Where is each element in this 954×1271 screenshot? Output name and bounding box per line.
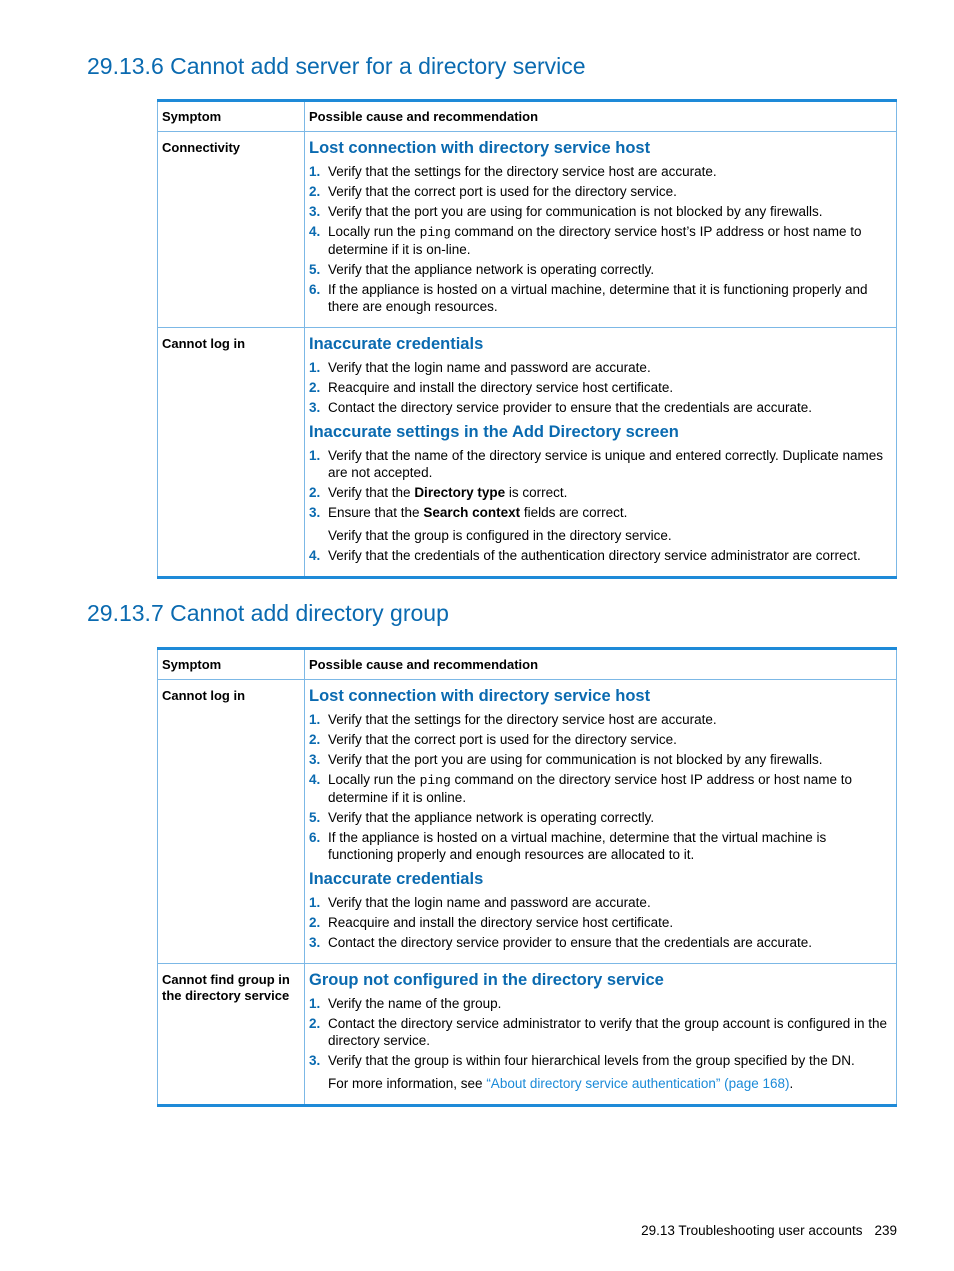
step-text: Reacquire and install the directory service host certificate. [328, 915, 674, 930]
step-text: Locally run the [328, 224, 420, 239]
command-code: ping [419, 773, 451, 788]
step-number: 1. [309, 712, 321, 727]
step-number: 2. [309, 184, 321, 199]
cause-title: Inaccurate settings in the Add Directory screen [309, 423, 679, 441]
step-number: 2. [309, 380, 321, 395]
table-header-row [158, 649, 897, 680]
section-title: 29.13.6 Cannot add server for a directory service [87, 53, 586, 79]
step-item [309, 771, 892, 806]
step-text: command on the directory service host’s IP address or host name to determine if it is on-line. [328, 224, 862, 257]
cause-title: Inaccurate credentials [309, 335, 484, 353]
step-text: Verify that the appliance network is operating correctly. [328, 810, 655, 825]
step-text: Contact the directory service administrator to verify that the group account is configured in the directory service. [328, 1016, 888, 1048]
step-text: Locally run the [328, 772, 420, 787]
step-text: fields are correct. [520, 505, 628, 520]
steps-list [309, 711, 892, 863]
step-number: 4. [309, 772, 321, 787]
step-item [309, 934, 892, 951]
step-number: 2. [309, 732, 321, 747]
step-text: Ensure that the [328, 505, 424, 520]
step-number: 3. [309, 1053, 321, 1068]
step-text: Verify that the correct port is used for the directory service. [328, 184, 677, 199]
cause-title: Lost connection with directory service host [309, 139, 651, 157]
steps-list [309, 163, 892, 315]
step-text: If the appliance is hosted on a virtual machine, determine that it is functioning properly and there are enough resources. [328, 282, 868, 314]
troubleshooting-table [157, 99, 897, 579]
step-number: 2. [309, 915, 321, 930]
step-text: Verify that the correct port is used for the directory service. [328, 732, 677, 747]
step-text: Verify that the port you are using for communication is not blocked by any firewalls. [328, 204, 823, 219]
step-text: Reacquire and install the directory service host certificate. [328, 380, 674, 395]
step-item [309, 223, 892, 258]
step-item [309, 484, 892, 501]
troubleshooting-table [157, 647, 897, 1107]
cause-title: Inaccurate credentials [309, 870, 484, 888]
step-text: command on the directory service host IP address or host name to determine if it is online. [328, 772, 852, 805]
cause-title: Group not configured in the directory service [309, 971, 664, 989]
cause-title: Lost connection with directory service host [309, 687, 651, 705]
step-item [309, 711, 892, 728]
header-cause: Possible cause and recommendation [305, 649, 897, 680]
step-number: 5. [309, 262, 321, 277]
step-text: is correct. [505, 485, 568, 500]
cause-cell [305, 132, 897, 328]
step-text: Verify that the login name and password are accurate. [328, 360, 651, 375]
command-code: ping [419, 225, 451, 240]
header-symptom: Symptom [158, 649, 305, 680]
step-number: 5. [309, 810, 321, 825]
step-item [309, 163, 892, 180]
step-number: 2. [309, 1016, 321, 1031]
step-text: Contact the directory service provider to ensure that the credentials are accurate. [328, 935, 812, 950]
step-text: Contact the directory service provider to ensure that the credentials are accurate. [328, 400, 812, 415]
step-number: 2. [309, 485, 321, 500]
header-cause: Possible cause and recommendation [305, 101, 897, 132]
step-item [309, 399, 892, 416]
step-text: If the appliance is hosted on a virtual machine, determine that the virtual machine is functioning properly and enough resources are allocated to it. [328, 830, 827, 862]
header-symptom: Symptom [158, 101, 305, 132]
step-number: 3. [309, 505, 321, 520]
ui-term: Search context [423, 505, 521, 520]
step-item [309, 1015, 892, 1049]
step-number: 1. [309, 996, 321, 1011]
table-row [158, 964, 897, 1106]
step-text: Verify that the name of the directory service is unique and entered correctly. Duplicate names are not accepted. [328, 448, 884, 480]
step-text: Verify the name of the group. [328, 996, 502, 1011]
step-number: 3. [309, 400, 321, 415]
step-number: 3. [309, 752, 321, 767]
note-text: For more information, see [328, 1076, 487, 1091]
step-item [309, 281, 892, 315]
symptom-cell: Cannot find group in the directory service [158, 964, 305, 1106]
cross-reference-link[interactable]: “About directory service authentication” (page 168) [486, 1076, 790, 1091]
step-number: 3. [309, 204, 321, 219]
ui-term: Directory type [414, 485, 506, 500]
table-row [158, 680, 897, 964]
symptom-cell: Connectivity [158, 132, 305, 328]
cause-cell [305, 328, 897, 578]
step-item [309, 751, 892, 768]
step-note: Verify that the group is configured in the directory service. [328, 528, 672, 543]
step-text: Verify that the login name and password are accurate. [328, 895, 651, 910]
table-header-row [158, 101, 897, 132]
note-text: . [789, 1076, 794, 1091]
table-row [158, 132, 897, 328]
step-item [309, 914, 892, 931]
page-footer [641, 1223, 897, 1238]
step-item [309, 894, 892, 911]
step-number: 4. [309, 224, 321, 239]
step-item [309, 995, 892, 1012]
step-note [328, 1069, 892, 1092]
step-item [309, 1052, 892, 1092]
step-number: 1. [309, 895, 321, 910]
step-text: Verify that the [328, 485, 415, 500]
step-item [309, 203, 892, 220]
step-item [309, 809, 892, 826]
steps-list [309, 359, 892, 416]
table-row [158, 328, 897, 578]
step-item [309, 183, 892, 200]
step-number: 1. [309, 360, 321, 375]
step-number: 6. [309, 282, 321, 297]
step-item [309, 261, 892, 278]
step-number: 4. [309, 548, 321, 563]
step-text: Verify that the credentials of the authentication directory service administrator are correct. [328, 548, 861, 563]
step-item [309, 379, 892, 396]
step-item [309, 447, 892, 481]
cause-cell [305, 680, 897, 964]
page-number: 239 [874, 1223, 897, 1238]
cause-cell [305, 964, 897, 1106]
step-text: Verify that the settings for the directory service host are accurate. [328, 712, 717, 727]
step-item [309, 731, 892, 748]
steps-list [309, 894, 892, 951]
step-number: 3. [309, 935, 321, 950]
steps-list [309, 995, 892, 1092]
step-item [309, 829, 892, 863]
step-item [309, 504, 892, 544]
symptom-cell: Cannot log in [158, 328, 305, 578]
step-text: Verify that the appliance network is operating correctly. [328, 262, 655, 277]
step-number: 1. [309, 164, 321, 179]
step-item [309, 547, 892, 564]
step-number: 1. [309, 448, 321, 463]
step-text: Verify that the settings for the directory service host are accurate. [328, 164, 717, 179]
section-title: 29.13.7 Cannot add directory group [87, 600, 449, 626]
step-text: Verify that the port you are using for communication is not blocked by any firewalls. [328, 752, 823, 767]
step-text: Verify that the group is within four hierarchical levels from the group specified by the DN. [328, 1053, 855, 1068]
symptom-cell: Cannot log in [158, 680, 305, 964]
steps-list [309, 447, 892, 564]
step-item [309, 359, 892, 376]
footer-section-name: 29.13 Troubleshooting user accounts [641, 1223, 863, 1238]
step-number: 6. [309, 830, 321, 845]
